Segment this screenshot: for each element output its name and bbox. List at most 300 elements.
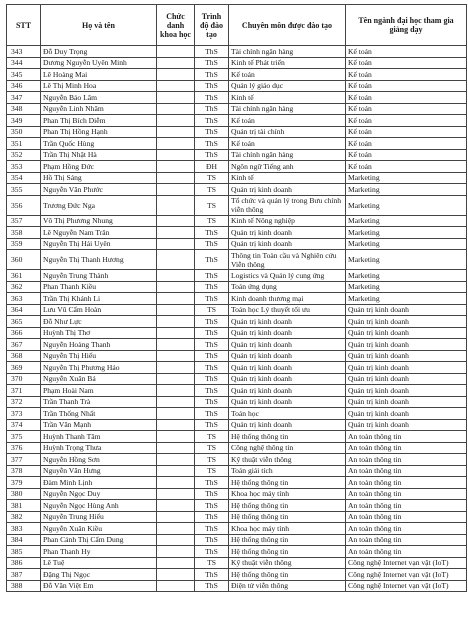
cell-degree: ThS: [195, 339, 229, 351]
cell-title: [157, 92, 195, 104]
cell-program: Kế toán: [346, 149, 467, 161]
cell-major: Hệ thống thông tin: [229, 546, 346, 558]
cell-degree: ThS: [195, 408, 229, 420]
table-row: [7, 250, 467, 270]
cell-degree: TS: [195, 304, 229, 316]
cell-name: Hồ Thị Sáng: [41, 172, 157, 184]
cell-program: Kế toán: [346, 161, 467, 173]
cell-major: Kế toán: [229, 138, 346, 150]
cell-stt: 359: [7, 238, 41, 250]
cell-stt: 346: [7, 80, 41, 92]
cell-stt: 347: [7, 92, 41, 104]
table-row: [7, 126, 467, 138]
cell-major: Kỹ thuật viễn thông: [229, 557, 346, 569]
cell-program: Kế toán: [346, 69, 467, 81]
table-row: [7, 80, 467, 92]
cell-major: Quản trị kinh doanh: [229, 327, 346, 339]
table-row: [7, 270, 467, 282]
cell-stt: 372: [7, 396, 41, 408]
cell-degree: ThS: [195, 69, 229, 81]
cell-major: Toán ứng dụng: [229, 281, 346, 293]
cell-degree: ThS: [195, 92, 229, 104]
table-row: [7, 316, 467, 328]
cell-major: Tài chính ngân hàng: [229, 46, 346, 58]
cell-title: [157, 250, 195, 270]
cell-title: [157, 281, 195, 293]
cell-title: [157, 103, 195, 115]
cell-degree: ThS: [195, 477, 229, 489]
cell-stt: 348: [7, 103, 41, 115]
cell-degree: ThS: [195, 580, 229, 592]
cell-major: Khoa học máy tính: [229, 523, 346, 535]
cell-stt: 386: [7, 557, 41, 569]
cell-degree: TS: [195, 431, 229, 443]
cell-degree: ThS: [195, 138, 229, 150]
cell-major: Hệ thống thông tin: [229, 534, 346, 546]
cell-title: [157, 488, 195, 500]
cell-major: Quản lý giáo dục: [229, 80, 346, 92]
cell-major: Điện tử viễn thông: [229, 580, 346, 592]
cell-program: Kế toán: [346, 138, 467, 150]
cell-name: Lê Hoàng Mai: [41, 69, 157, 81]
cell-major: Logistics và Quản lý cung ứng: [229, 270, 346, 282]
cell-title: [157, 500, 195, 512]
cell-stt: 380: [7, 488, 41, 500]
cell-name: Trần Thị Khánh Li: [41, 293, 157, 305]
cell-stt: 378: [7, 465, 41, 477]
cell-name: Nguyễn Thị Hiếu: [41, 350, 157, 362]
cell-stt: 364: [7, 304, 41, 316]
cell-name: Huỳnh Thanh Tâm: [41, 431, 157, 443]
table-row: [7, 46, 467, 58]
cell-program: An toàn thông tin: [346, 454, 467, 466]
table-row: [7, 215, 467, 227]
cell-name: Trần Thống Nhất: [41, 408, 157, 420]
table-row: [7, 465, 467, 477]
cell-name: Lưu Vũ Cẩm Hoàn: [41, 304, 157, 316]
cell-degree: TS: [195, 454, 229, 466]
cell-name: Phan Thanh Kiều: [41, 281, 157, 293]
cell-title: [157, 523, 195, 535]
cell-title: [157, 431, 195, 443]
cell-name: Đặng Thị Ngọc: [41, 569, 157, 581]
cell-stt: 382: [7, 511, 41, 523]
cell-degree: ThS: [195, 362, 229, 374]
cell-name: Nguyễn Thị Hải Uyên: [41, 238, 157, 250]
table-row: [7, 431, 467, 443]
cell-stt: 374: [7, 419, 41, 431]
cell-title: [157, 557, 195, 569]
cell-program: Marketing: [346, 184, 467, 196]
table-row: [7, 488, 467, 500]
cell-title: [157, 69, 195, 81]
cell-program: An toàn thông tin: [346, 500, 467, 512]
cell-name: Nguyễn Xuân Kiều: [41, 523, 157, 535]
cell-degree: ThS: [195, 419, 229, 431]
cell-degree: ThS: [195, 126, 229, 138]
table-row: [7, 339, 467, 351]
cell-degree: TS: [195, 184, 229, 196]
cell-degree: ThS: [195, 46, 229, 58]
cell-major: Kinh tế Phát triển: [229, 57, 346, 69]
cell-major: Quản trị kinh doanh: [229, 385, 346, 397]
cell-name: Võ Thị Phương Nhung: [41, 215, 157, 227]
cell-name: Nguyễn Bảo Lâm: [41, 92, 157, 104]
cell-program: Marketing: [346, 172, 467, 184]
table-row: [7, 454, 467, 466]
cell-major: Hệ thống thông tin: [229, 431, 346, 443]
cell-major: Ngôn ngữ Tiếng anh: [229, 161, 346, 173]
cell-title: [157, 161, 195, 173]
table-row: [7, 477, 467, 489]
cell-name: Nguyễn Trung Hiếu: [41, 511, 157, 523]
cell-degree: ThS: [195, 488, 229, 500]
cell-major: Quản trị kinh doanh: [229, 184, 346, 196]
table-row: [7, 69, 467, 81]
cell-program: An toàn thông tin: [346, 488, 467, 500]
table-row: [7, 92, 467, 104]
cell-program: Marketing: [346, 227, 467, 239]
cell-program: An toàn thông tin: [346, 534, 467, 546]
cell-program: Marketing: [346, 215, 467, 227]
cell-major: Kinh doanh thương mại: [229, 293, 346, 305]
cell-name: Nguyễn Hoàng Thanh: [41, 339, 157, 351]
cell-major: Tài chính ngân hàng: [229, 103, 346, 115]
cell-degree: ThS: [195, 534, 229, 546]
cell-degree: ThS: [195, 115, 229, 127]
cell-major: Quản trị kinh doanh: [229, 316, 346, 328]
cell-program: Quản trị kinh doanh: [346, 373, 467, 385]
cell-degree: ThS: [195, 293, 229, 305]
cell-program: Marketing: [346, 250, 467, 270]
cell-stt: 349: [7, 115, 41, 127]
cell-degree: ThS: [195, 80, 229, 92]
table-row: [7, 281, 467, 293]
cell-title: [157, 304, 195, 316]
cell-title: [157, 465, 195, 477]
cell-name: Phan Thị Hồng Hạnh: [41, 126, 157, 138]
cell-program: Quản trị kinh doanh: [346, 304, 467, 316]
table-row: [7, 57, 467, 69]
cell-major: Toán giải tích: [229, 465, 346, 477]
cell-stt: 350: [7, 126, 41, 138]
table-row: [7, 500, 467, 512]
cell-stt: 385: [7, 546, 41, 558]
cell-name: Nguyễn Trung Thành: [41, 270, 157, 282]
cell-program: An toàn thông tin: [346, 442, 467, 454]
cell-name: Huỳnh Thị Thơ: [41, 327, 157, 339]
cell-major: Quản trị kinh doanh: [229, 419, 346, 431]
cell-program: Quản trị kinh doanh: [346, 316, 467, 328]
cell-title: [157, 580, 195, 592]
cell-program: Công nghệ Internet vạn vật (IoT): [346, 580, 467, 592]
cell-program: Quản trị kinh doanh: [346, 362, 467, 374]
cell-name: Huỳnh Trọng Thưa: [41, 442, 157, 454]
cell-stt: 357: [7, 215, 41, 227]
cell-major: Quản trị kinh doanh: [229, 350, 346, 362]
cell-major: Quản trị kinh doanh: [229, 362, 346, 374]
cell-degree: ThS: [195, 511, 229, 523]
cell-name: Lê Thị Minh Hoa: [41, 80, 157, 92]
cell-degree: ThS: [195, 546, 229, 558]
cell-program: Kế toán: [346, 57, 467, 69]
cell-degree: ThS: [195, 227, 229, 239]
cell-stt: 358: [7, 227, 41, 239]
cell-degree: ThS: [195, 238, 229, 250]
cell-stt: 355: [7, 184, 41, 196]
cell-stt: 377: [7, 454, 41, 466]
cell-stt: 365: [7, 316, 41, 328]
table-row: [7, 419, 467, 431]
cell-degree: ThS: [195, 373, 229, 385]
cell-major: Quản trị kinh doanh: [229, 396, 346, 408]
cell-stt: 362: [7, 281, 41, 293]
cell-stt: 352: [7, 149, 41, 161]
cell-stt: 368: [7, 350, 41, 362]
cell-title: [157, 115, 195, 127]
cell-title: [157, 569, 195, 581]
table-header-row: [7, 5, 467, 46]
cell-title: [157, 195, 195, 215]
cell-major: Quản trị kinh doanh: [229, 373, 346, 385]
cell-degree: TS: [195, 172, 229, 184]
cell-title: [157, 172, 195, 184]
cell-stt: 351: [7, 138, 41, 150]
cell-stt: 383: [7, 523, 41, 535]
cell-title: [157, 373, 195, 385]
cell-title: [157, 184, 195, 196]
header-name: Họ và tên: [41, 5, 157, 46]
cell-name: Phan Thị Bích Diễm: [41, 115, 157, 127]
cell-degree: TS: [195, 557, 229, 569]
table-row: [7, 149, 467, 161]
header-stt: STT: [7, 5, 41, 46]
table-row: [7, 534, 467, 546]
table-row: [7, 103, 467, 115]
cell-major: Tài chính ngân hàng: [229, 149, 346, 161]
cell-name: Đỗ Như Lực: [41, 316, 157, 328]
cell-title: [157, 149, 195, 161]
cell-program: Kế toán: [346, 46, 467, 58]
cell-name: Trần Văn Mạnh: [41, 419, 157, 431]
cell-degree: TS: [195, 442, 229, 454]
table-row: [7, 227, 467, 239]
cell-stt: 361: [7, 270, 41, 282]
cell-name: Nguyễn Hồng Sơn: [41, 454, 157, 466]
table-body: [7, 46, 467, 592]
cell-name: Đỗ Duy Trọng: [41, 46, 157, 58]
cell-title: [157, 339, 195, 351]
cell-stt: 353: [7, 161, 41, 173]
cell-title: [157, 419, 195, 431]
cell-name: Phạm Hồng Đức: [41, 161, 157, 173]
header-program: Tên ngành đại học tham gia giảng dạy: [346, 5, 467, 46]
table-row: [7, 442, 467, 454]
cell-name: Phạm Hoài Nam: [41, 385, 157, 397]
cell-program: Kế toán: [346, 80, 467, 92]
cell-major: Kế toán: [229, 69, 346, 81]
cell-stt: 370: [7, 373, 41, 385]
cell-degree: ThS: [195, 385, 229, 397]
cell-name: Nguyễn Ngọc Hùng Anh: [41, 500, 157, 512]
cell-program: Marketing: [346, 238, 467, 250]
header-title: Chức danh khoa học: [157, 5, 195, 46]
document-page: [6, 4, 466, 592]
cell-title: [157, 477, 195, 489]
cell-degree: ĐH: [195, 161, 229, 173]
cell-degree: ThS: [195, 270, 229, 282]
table-row: [7, 115, 467, 127]
cell-stt: 387: [7, 569, 41, 581]
table-row: [7, 557, 467, 569]
cell-name: Nguyễn Linh Nhâm: [41, 103, 157, 115]
cell-title: [157, 80, 195, 92]
cell-degree: TS: [195, 195, 229, 215]
cell-program: Marketing: [346, 270, 467, 282]
cell-name: Phan Thanh Hy: [41, 546, 157, 558]
cell-program: Công nghệ Internet vạn vật (IoT): [346, 557, 467, 569]
cell-degree: ThS: [195, 149, 229, 161]
cell-stt: 375: [7, 431, 41, 443]
table-row: [7, 511, 467, 523]
cell-program: Quản trị kinh doanh: [346, 419, 467, 431]
cell-major: Quản trị tài chính: [229, 126, 346, 138]
cell-name: Nguyễn Văn Phước: [41, 184, 157, 196]
table-row: [7, 385, 467, 397]
cell-degree: ThS: [195, 396, 229, 408]
table-row: [7, 195, 467, 215]
cell-major: Quản trị kinh doanh: [229, 238, 346, 250]
cell-title: [157, 215, 195, 227]
cell-title: [157, 385, 195, 397]
cell-program: Quản trị kinh doanh: [346, 385, 467, 397]
cell-program: Quản trị kinh doanh: [346, 327, 467, 339]
cell-title: [157, 546, 195, 558]
cell-program: An toàn thông tin: [346, 546, 467, 558]
cell-degree: ThS: [195, 500, 229, 512]
cell-title: [157, 362, 195, 374]
cell-degree: TS: [195, 215, 229, 227]
cell-degree: ThS: [195, 250, 229, 270]
cell-name: Phan Cảnh Thị Cẩm Dung: [41, 534, 157, 546]
cell-program: Kế toán: [346, 103, 467, 115]
cell-major: Công nghệ thông tin: [229, 442, 346, 454]
table-row: [7, 350, 467, 362]
cell-stt: 344: [7, 57, 41, 69]
cell-title: [157, 316, 195, 328]
cell-name: Nguyễn Thị Phương Hảo: [41, 362, 157, 374]
cell-major: Quản trị kinh doanh: [229, 227, 346, 239]
cell-name: Trần Thanh Trà: [41, 396, 157, 408]
cell-major: Hệ thống thông tin: [229, 500, 346, 512]
table-row: [7, 569, 467, 581]
cell-program: An toàn thông tin: [346, 431, 467, 443]
cell-stt: 345: [7, 69, 41, 81]
cell-program: Quản trị kinh doanh: [346, 339, 467, 351]
header-major: Chuyên môn được đào tạo: [229, 5, 346, 46]
cell-program: Quản trị kinh doanh: [346, 408, 467, 420]
cell-major: Thông tin Toàn cầu và Nghiên cứu Viễn thông: [229, 250, 346, 270]
cell-degree: ThS: [195, 523, 229, 535]
cell-stt: 381: [7, 500, 41, 512]
cell-title: [157, 126, 195, 138]
cell-degree: ThS: [195, 327, 229, 339]
cell-program: An toàn thông tin: [346, 477, 467, 489]
cell-name: Trần Thị Nhật Hà: [41, 149, 157, 161]
table-row: [7, 327, 467, 339]
table-row: [7, 523, 467, 535]
cell-title: [157, 46, 195, 58]
cell-name: Nguyễn Thị Thanh Hương: [41, 250, 157, 270]
cell-program: Kế toán: [346, 115, 467, 127]
table-row: [7, 161, 467, 173]
cell-stt: 369: [7, 362, 41, 374]
cell-degree: ThS: [195, 103, 229, 115]
table-row: [7, 396, 467, 408]
cell-stt: 376: [7, 442, 41, 454]
cell-title: [157, 396, 195, 408]
cell-title: [157, 293, 195, 305]
cell-program: Kế toán: [346, 126, 467, 138]
cell-program: Kế toán: [346, 92, 467, 104]
table-row: [7, 304, 467, 316]
cell-degree: ThS: [195, 57, 229, 69]
faculty-table: [6, 4, 467, 592]
cell-major: Kế toán: [229, 115, 346, 127]
cell-stt: 363: [7, 293, 41, 305]
cell-title: [157, 270, 195, 282]
cell-title: [157, 327, 195, 339]
cell-major: Hệ thống thông tin: [229, 569, 346, 581]
cell-major: Toán học Lý thuyết tối ưu: [229, 304, 346, 316]
cell-program: An toàn thông tin: [346, 523, 467, 535]
table-row: [7, 546, 467, 558]
cell-major: Kinh tế: [229, 172, 346, 184]
cell-major: Kinh tế: [229, 92, 346, 104]
cell-program: Quản trị kinh doanh: [346, 350, 467, 362]
table-row: [7, 408, 467, 420]
cell-stt: 371: [7, 385, 41, 397]
table-row: [7, 138, 467, 150]
cell-major: Kinh tế Nông nghiệp: [229, 215, 346, 227]
cell-program: An toàn thông tin: [346, 511, 467, 523]
cell-name: Nguyễn Văn Hưng: [41, 465, 157, 477]
cell-stt: 366: [7, 327, 41, 339]
cell-major: Hệ thống thông tin: [229, 477, 346, 489]
cell-major: Toán học: [229, 408, 346, 420]
cell-program: Marketing: [346, 195, 467, 215]
cell-name: Dương Nguyễn Uyên Minh: [41, 57, 157, 69]
cell-title: [157, 57, 195, 69]
cell-stt: 373: [7, 408, 41, 420]
cell-program: Quản trị kinh doanh: [346, 396, 467, 408]
table-row: [7, 580, 467, 592]
cell-major: Hệ thống thông tin: [229, 511, 346, 523]
cell-stt: 356: [7, 195, 41, 215]
table-row: [7, 362, 467, 374]
table-row: [7, 238, 467, 250]
cell-name: Lê Nguyễn Nam Trân: [41, 227, 157, 239]
cell-title: [157, 138, 195, 150]
cell-title: [157, 227, 195, 239]
cell-title: [157, 454, 195, 466]
cell-stt: 384: [7, 534, 41, 546]
cell-title: [157, 238, 195, 250]
cell-program: An toàn thông tin: [346, 465, 467, 477]
cell-program: Công nghệ Internet vạn vật (IoT): [346, 569, 467, 581]
cell-program: Marketing: [346, 293, 467, 305]
cell-title: [157, 350, 195, 362]
